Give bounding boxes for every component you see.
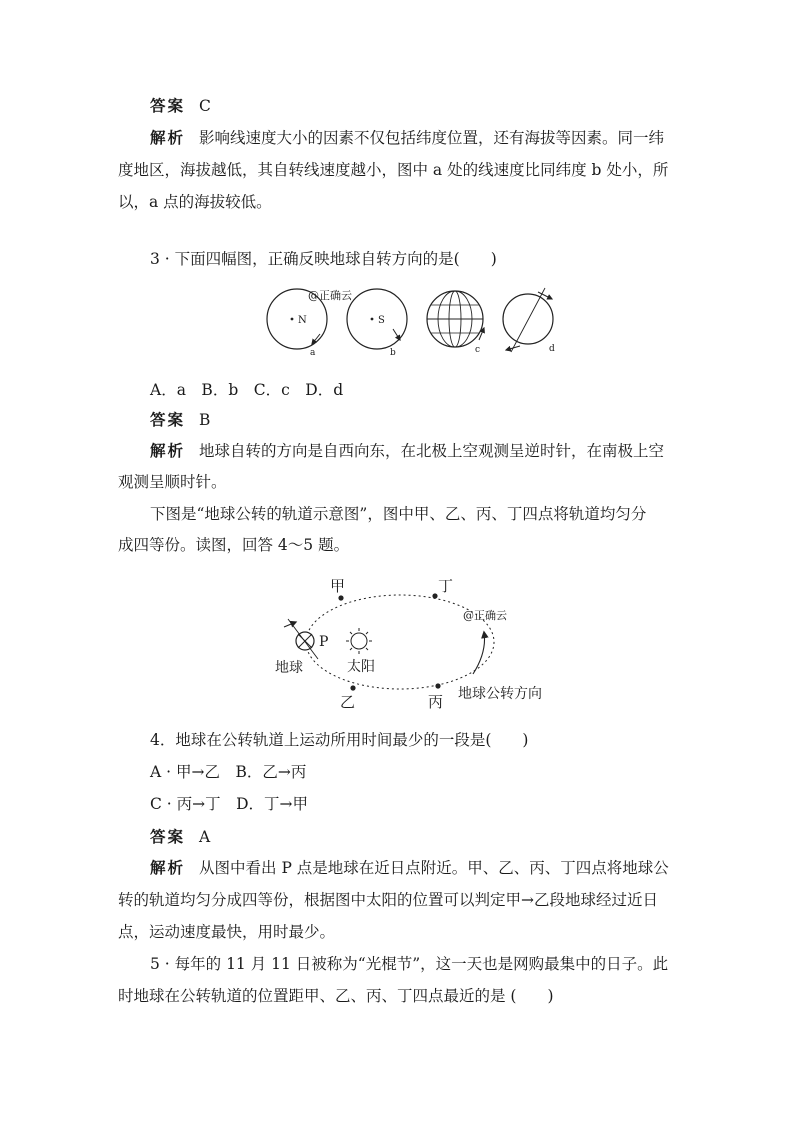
q4-options-row-2: C · 丙→丁 D．丁→甲 [150,795,309,813]
q3-rotation-figure [258,282,568,362]
answer-label: 答案 [150,97,186,115]
analysis-label: 解析 [150,442,186,460]
answer-label: 答案 [150,411,186,429]
pole-label-n: N [298,315,307,326]
q2-analysis-line-2: 度地区，海拔越低，其自转线速度越小，图中 a 处的线速度比同纬度 b 处小，所 [118,161,669,179]
answer-value: C [199,97,211,115]
q4-analysis-line-3: 点，运动速度最快，用时最少。 [118,923,336,941]
letter-d: d [549,344,555,354]
q2-analysis-line-3: 以，a 点的海拔较低。 [118,193,272,211]
pole-label-s: S [378,315,385,326]
answer-value: A [199,828,211,846]
answer-label: 答案 [150,828,186,846]
label-bing: 丙 [428,693,444,711]
label-jia: 甲 [330,577,346,595]
q5-line-1: 5 · 每年的 11 月 11 日被称为“光棍节”，这一天也是网购最集中的日子。此 [150,955,669,973]
point-jia [338,595,343,600]
letter-a: a [310,348,316,358]
q4-question: 4．地球在公转轨道上运动所用时间最少的一段是( ) [150,731,529,749]
letter-c: c [475,345,481,355]
q2-analysis-line-1: 解析 影响线速度大小的因素不仅包括纬度位置，还有海拔等因素。同一纬 [150,129,665,147]
q3-analysis-line-1: 解析 地球自转的方向是自西向东，在北极上空观测呈逆时针，在南极上空 [150,442,665,460]
q4-analysis-line-1: 解析 从图中看出 P 点是地球在近日点附近。甲、乙、丙、丁四点将地球公 [150,859,669,877]
intro-line-2: 成四等份。读图，回答 4～5 题。 [118,536,350,554]
point-ding [432,593,437,598]
q4-answer [150,827,210,847]
intro-line-1: 下图是“地球公转的轨道示意图”，图中甲、乙、丙、丁四点将轨道均匀分 [150,505,647,523]
label-p: P [319,634,329,650]
point-bing [435,683,440,688]
q2-answer [150,96,211,116]
orbit-figure [270,574,570,712]
q3-watermark: @正确云 [308,289,352,302]
label-ding: 丁 [438,577,454,595]
q4-analysis-line-2: 转的轨道均匀分成四等份，根据图中太阳的位置可以判定甲→乙段地球经过近日 [118,891,658,909]
diagram-c [427,291,484,355]
q3-options: A．a B．b C．c D．d [150,381,344,399]
analysis-label: 解析 [150,859,186,877]
q3-question: 3 · 下面四幅图，正确反映地球自转方向的是( ) [150,250,497,268]
label-sun: 太阳 [347,659,375,675]
orbit-watermark: @正确云 [463,609,507,622]
label-earth: 地球 [275,660,303,676]
answer-value: B [199,411,211,429]
sun-icon [346,628,372,654]
diagram-d [503,288,555,354]
q3-answer [150,410,210,430]
label-yi: 乙 [340,693,356,711]
q3-analysis-line-2: 观测呈顺时针。 [118,473,227,491]
q4-options-row-1: A · 甲→乙 B．乙→丙 [150,763,307,781]
letter-b: b [390,348,396,358]
point-yi [350,685,355,690]
diagram-b [347,289,407,358]
q5-line-2: 时地球在公转轨道的位置距甲、乙、丙、丁四点最近的是 ( ) [118,987,554,1005]
analysis-label: 解析 [150,129,186,147]
label-direction: 地球公转方向 [458,686,542,702]
